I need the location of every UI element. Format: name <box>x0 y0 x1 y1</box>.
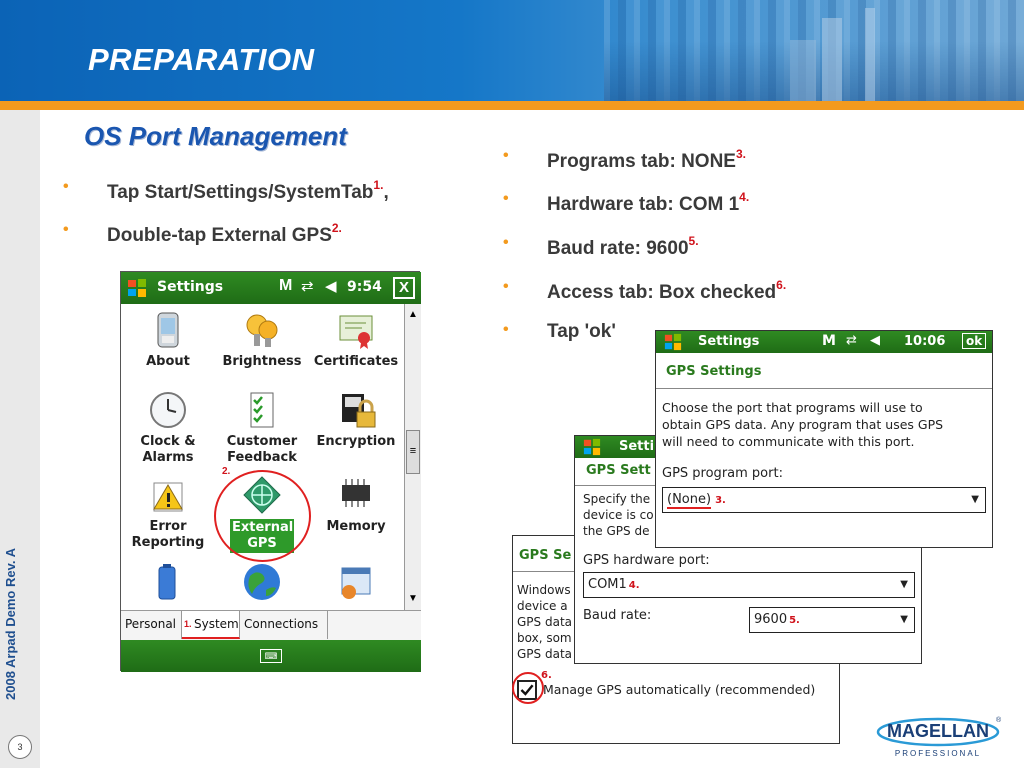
checkbox-label: Manage GPS automatically (recommended) <box>543 682 816 697</box>
scroll-up-icon[interactable]: ▲ <box>408 309 418 320</box>
memory-chip-icon <box>336 475 376 515</box>
windows-start-icon[interactable] <box>583 438 601 456</box>
description-line: GPS data <box>517 647 572 661</box>
connectivity-icon[interactable]: ⇄ <box>846 333 857 348</box>
settings-tile-clock-alarms[interactable] <box>121 390 215 466</box>
step-marker: 4. <box>628 580 640 591</box>
bullet-item <box>503 147 746 173</box>
description-line: Choose the port that programs will use to <box>662 400 923 415</box>
step-marker: 5. <box>789 615 800 626</box>
highlight-circle <box>214 470 311 562</box>
battery-icon <box>148 562 188 602</box>
pda-title-bar <box>121 272 421 304</box>
tile-label: Memory <box>326 519 386 534</box>
skyline-building <box>822 18 842 103</box>
page-number: 3 <box>8 735 32 759</box>
dialog-description <box>662 399 943 450</box>
dropdown-arrow-icon: ▼ <box>971 494 979 505</box>
step-marker: 6. <box>776 278 787 292</box>
windows-start-icon[interactable] <box>664 333 682 351</box>
pda-title: Settings <box>157 279 224 295</box>
description-line: device is co <box>583 508 654 522</box>
encryption-lock-icon <box>336 390 376 430</box>
program-port-label: GPS program port: <box>662 466 783 481</box>
tile-label: Brightness <box>222 354 302 369</box>
bullet-item <box>63 178 389 204</box>
settings-tile-certificates[interactable] <box>309 310 403 370</box>
dropdown-arrow-icon: ▼ <box>900 579 908 590</box>
description-line: obtain GPS data. Any program that uses GPS <box>662 417 944 432</box>
logo-wordmark: MAGELLAN <box>887 721 989 741</box>
magellan-logo <box>876 708 1000 760</box>
dropdown-arrow-icon: ▼ <box>900 614 908 625</box>
magellan-m-icon: M <box>279 277 293 294</box>
highlight-circle <box>512 672 544 704</box>
tile-label: Certificates <box>313 354 399 369</box>
logo-registered-mark: ® <box>996 717 1002 724</box>
bullet-suffix: , <box>383 182 389 203</box>
skyline-building <box>865 8 875 103</box>
hardware-port-value: COM1 <box>588 577 627 592</box>
dialog-title: Setti <box>619 439 655 454</box>
gps-settings-programs-dialog <box>655 330 993 548</box>
pda-menu-bar <box>121 640 421 672</box>
bullet-text: Tap Start/Settings/SystemTab <box>107 182 374 203</box>
settings-tile-about[interactable] <box>121 310 215 370</box>
scrollbar[interactable] <box>404 304 421 610</box>
volume-icon[interactable]: ◀ <box>870 333 880 348</box>
pda-settings-screen <box>120 271 420 671</box>
bullet-item <box>503 190 750 216</box>
bullet-text: Programs tab: NONE <box>547 151 736 172</box>
step-marker: 2. <box>331 221 342 235</box>
dialog-header: GPS Se <box>513 536 839 572</box>
step-marker: 5. <box>688 234 699 248</box>
bullet-dot: • <box>503 321 509 338</box>
step-marker: 3. <box>715 495 726 506</box>
footer-revision-label: 2008 Arpad Demo Rev. A <box>3 548 18 700</box>
windows-start-icon[interactable] <box>127 278 147 298</box>
about-device-icon <box>148 310 188 350</box>
settings-tile-remove-programs[interactable] <box>309 562 403 606</box>
header-divider <box>0 101 1024 110</box>
bullet-text: Hardware tab: COM 1 <box>547 194 740 215</box>
connectivity-icon[interactable]: ⇄ <box>301 278 314 295</box>
bullet-item <box>503 278 787 304</box>
pda-clock[interactable]: 9:54 <box>347 279 382 295</box>
step-marker: 1. <box>184 619 192 629</box>
tab-personal[interactable]: Personal <box>121 611 182 639</box>
description-line: box, som <box>517 631 572 645</box>
baud-rate-label: Baud rate: <box>583 608 652 623</box>
error-warning-icon <box>148 475 188 515</box>
hardware-port-dropdown[interactable] <box>583 572 915 598</box>
bullet-text: Baud rate: 9600 <box>547 238 689 259</box>
baud-rate-dropdown[interactable] <box>749 607 915 633</box>
bullet-text: Double-tap External GPS <box>107 225 332 246</box>
settings-tile-regional[interactable] <box>215 562 309 606</box>
bullet-item <box>503 234 699 260</box>
dialog-clock[interactable]: 10:06 <box>904 334 946 349</box>
skyline-building <box>790 40 816 103</box>
bullet-dot: • <box>503 190 509 207</box>
pda-tab-bar <box>121 610 421 640</box>
programs-window-icon <box>336 562 376 602</box>
bullet-dot: • <box>503 147 509 164</box>
tab-system[interactable]: System <box>182 611 240 639</box>
dialog-title-bar <box>656 331 992 353</box>
bullet-dot: • <box>63 221 69 238</box>
settings-tile-brightness[interactable] <box>215 310 309 370</box>
section-subtitle: OS Port Management <box>84 121 347 151</box>
bullet-dot: • <box>503 234 509 251</box>
dialog-description <box>583 491 654 539</box>
dialog-description <box>517 582 572 662</box>
dialog-title: Settings <box>698 334 760 349</box>
tile-label: Error Reporting <box>131 519 205 550</box>
tile-label: Customer Feedback <box>226 434 298 465</box>
program-port-value: (None) <box>667 492 712 507</box>
brightness-icon <box>242 310 282 350</box>
step-marker: 3. <box>735 147 746 161</box>
feedback-checklist-icon <box>242 390 282 430</box>
scroll-down-icon[interactable]: ▼ <box>408 593 418 604</box>
description-line: will need to communicate with this port. <box>662 434 915 449</box>
close-button[interactable]: X <box>393 277 415 299</box>
clock-icon <box>148 390 188 430</box>
settings-tile-memory[interactable] <box>309 475 403 535</box>
description-line: GPS data <box>517 615 572 629</box>
bullet-text: Tap 'ok' <box>547 321 616 342</box>
bullet-text: Access tab: Box checked <box>547 282 777 303</box>
settings-tile-customer-feedback[interactable] <box>215 390 309 466</box>
description-line: the GPS de <box>583 524 650 538</box>
bullet-item <box>503 321 616 343</box>
description-line: device a <box>517 599 568 613</box>
settings-tile-power[interactable] <box>121 562 215 606</box>
step-marker: 2. <box>222 466 231 477</box>
baud-rate-value: 9600 <box>754 612 788 627</box>
scroll-thumb[interactable]: ≡ <box>406 430 420 474</box>
tile-label: About <box>146 354 190 369</box>
step-marker: 4. <box>739 190 750 204</box>
settings-tile-encryption[interactable] <box>309 390 403 450</box>
certificate-icon <box>336 310 376 350</box>
bullet-dot: • <box>63 178 69 195</box>
tile-label: External GPS <box>232 520 294 551</box>
tile-label: Encryption <box>316 434 396 449</box>
bullet-item <box>63 221 342 247</box>
magellan-m-icon: M <box>822 333 836 349</box>
ok-button[interactable]: ok <box>962 333 986 349</box>
tile-label: Clock & Alarms <box>140 434 196 465</box>
dialog-header: GPS Settings <box>656 353 992 389</box>
keyboard-icon[interactable]: ⌨ <box>260 649 282 663</box>
description-line: Specify the <box>583 492 651 506</box>
logo-tagline: PROFESSIONAL <box>894 749 982 758</box>
dialog-header: GPS Sett <box>575 458 921 486</box>
step-marker: 1. <box>373 178 384 192</box>
slide-title: PREPARATION <box>88 42 315 77</box>
hardware-port-label: GPS hardware port: <box>583 553 710 568</box>
settings-tile-error-reporting[interactable] <box>121 475 215 551</box>
program-port-dropdown[interactable] <box>662 487 986 513</box>
bullet-dot: • <box>503 278 509 295</box>
description-line: Windows <box>517 583 571 597</box>
tab-connections[interactable]: Connections <box>240 611 328 639</box>
globe-icon <box>242 562 282 602</box>
step-marker: 6. <box>541 670 552 681</box>
volume-icon[interactable]: ◀ <box>325 278 337 295</box>
